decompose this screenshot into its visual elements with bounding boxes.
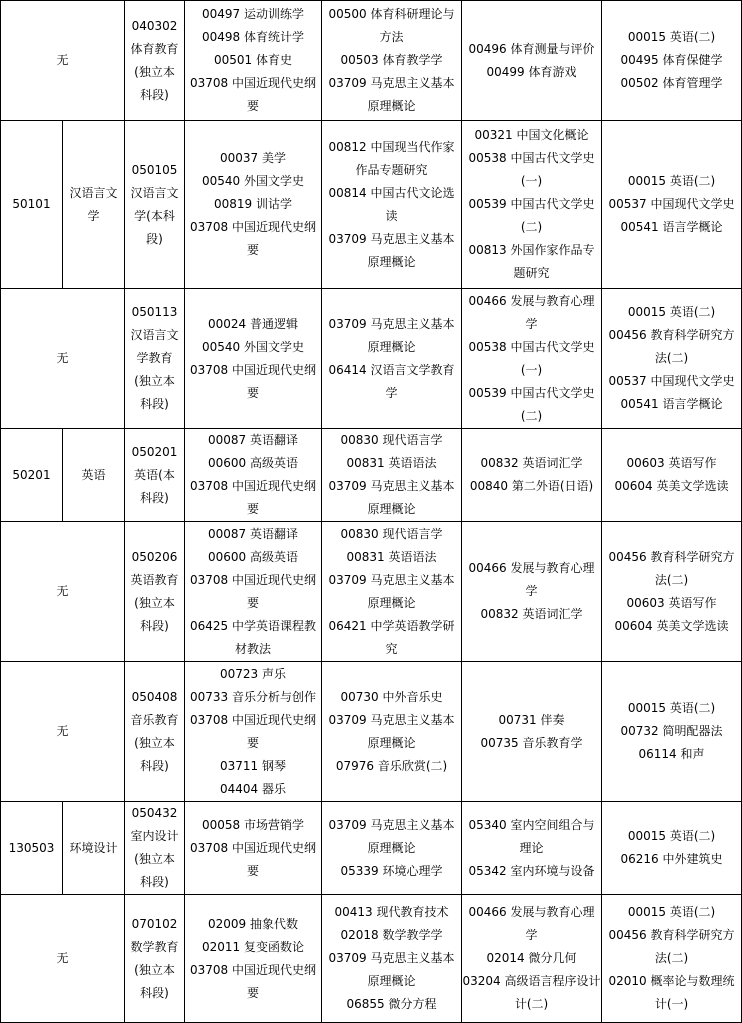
courses-col-2-line: 00831 英语语法 [346, 456, 437, 470]
major-cell-line: (独立本 [134, 735, 175, 750]
courses-col-1-line: 要 [247, 243, 260, 257]
major-cell-line: 050105 [131, 162, 178, 177]
courses-col-3-line: 学 [525, 584, 538, 598]
major-cell-line: 070102 [131, 916, 178, 931]
courses-col-2 [322, 522, 462, 662]
major-cell-line: 科段) [140, 618, 169, 633]
courses-col-1 [185, 895, 322, 1023]
original-major-none: 无 [1, 522, 125, 662]
courses-col-4-line: 00604 英美文学选读 [614, 479, 729, 493]
courses-col-2-line: 究 [385, 641, 398, 656]
table-row [1, 121, 742, 289]
courses-col-2 [322, 429, 462, 522]
major-cell [125, 429, 185, 522]
courses-col-2-line: 03709 马克思主义基本 [328, 479, 455, 493]
major-cell-line: 汉语言文 [130, 185, 179, 200]
courses-col-1-line: 04404 器乐 [220, 781, 287, 796]
courses-col-4-line: 00015 英语(二) [627, 905, 716, 919]
courses-col-3-line: 00466 发展与教育心理 [468, 905, 595, 919]
major-cell [125, 289, 185, 429]
courses-col-2-line: 06414 汉语言文学教育 [328, 362, 455, 377]
courses-col-3-line: 00538 中国古代文学史 [468, 151, 595, 165]
major-cell-line: 体育教育 [130, 41, 179, 56]
courses-col-4-line: 02010 概率论与数理统 [608, 974, 735, 988]
courses-col-3-line: 00735 音乐教育学 [480, 735, 583, 750]
major-cell-line: 学(本科 [134, 208, 175, 223]
courses-col-2-line: 03709 马克思主义基本 [328, 951, 455, 965]
courses-col-2-line: 00814 中国古代文论选 [328, 185, 455, 200]
major-cell-line: 040302 [131, 18, 178, 33]
courses-col-1-line: 00733 音乐分析与创作 [190, 689, 317, 704]
courses-col-2-line: 00500 体育科研理论与 [328, 7, 455, 21]
major-cell-line: (独立本 [134, 374, 175, 388]
courses-col-3-line: 00832 英语词汇学 [480, 607, 583, 621]
courses-col-1-line: 材教法 [235, 641, 272, 656]
courses-col-3-line: 00321 中国文化概论 [474, 128, 589, 142]
courses-col-1-line: 要 [247, 985, 260, 1000]
courses-col-3-line: (一) [520, 362, 543, 377]
courses-col-3-line: 00832 英语词汇学 [480, 456, 583, 470]
courses-col-1-line: 02011 复变函数论 [202, 939, 305, 954]
courses-col-1-line: 00087 英语翻译 [208, 433, 299, 447]
courses-col-1-line: 00058 市场营销学 [202, 817, 305, 832]
major-cell [125, 895, 185, 1023]
courses-col-3-line: 05340 室内空间组合与 [468, 817, 595, 832]
courses-col-4-line: 法(二) [654, 572, 689, 587]
original-major-none: 无 [1, 662, 125, 802]
original-major-code: 130503 [1, 802, 63, 895]
courses-col-1-line: 03711 钢琴 [220, 758, 287, 773]
courses-col-1-line: 00819 训诂学 [214, 197, 293, 211]
original-major-name-line: 英语 [81, 467, 106, 482]
major-cell [125, 1, 185, 121]
courses-col-4 [602, 121, 742, 289]
courses-col-4-line: 法(二) [654, 951, 689, 965]
courses-col-2-line: 00812 中国现当代作家 [328, 139, 455, 154]
courses-col-4-line: 06114 和声 [638, 747, 705, 761]
table-row [1, 522, 742, 662]
courses-col-2-line: 00830 现代语言学 [340, 433, 443, 447]
courses-col-2-line: 02018 数学教学学 [340, 928, 443, 942]
courses-col-1-line: 00498 体育统计学 [202, 30, 305, 44]
courses-col-1-line: 00540 外国文学史 [202, 339, 305, 354]
major-cell-line: 050113 [131, 305, 178, 319]
courses-col-3-line: 计(二) [514, 997, 549, 1011]
original-major-none: 无 [1, 1, 125, 121]
courses-col-1 [185, 522, 322, 662]
courses-col-1-line: 00723 声乐 [220, 666, 287, 681]
courses-col-3-line: 00466 发展与教育心理 [468, 293, 595, 308]
courses-col-2 [322, 1, 462, 121]
courses-col-4-line: 法(二) [654, 351, 689, 365]
major-cell [125, 522, 185, 662]
courses-col-1 [185, 289, 322, 429]
courses-col-4 [602, 429, 742, 522]
table-row [1, 289, 742, 429]
courses-col-3-line: (二) [520, 220, 543, 234]
courses-col-1-line: 03708 中国近现代史纲 [190, 76, 317, 90]
courses-col-2-line: 原理概论 [367, 595, 416, 610]
original-major-none: 无 [1, 895, 125, 1023]
courses-col-3 [462, 802, 602, 895]
courses-col-3-line: 题研究 [513, 266, 550, 280]
courses-col-2 [322, 289, 462, 429]
major-cell-line: 室内设计 [130, 829, 179, 843]
courses-col-2 [322, 895, 462, 1023]
table-row [1, 895, 742, 1023]
original-major-name-line: 学 [87, 208, 100, 223]
original-major-name [63, 802, 125, 895]
courses-col-2-line: 03709 马克思主义基本 [328, 76, 455, 90]
major-cell-line: 科段) [140, 875, 169, 889]
courses-col-2-line: 作品专题研究 [355, 162, 428, 177]
courses-col-1-line: 03708 中国近现代史纲 [190, 220, 317, 234]
courses-col-1-line: 00540 外国文学史 [202, 174, 305, 188]
courses-col-4-line: 00015 英语(二) [627, 701, 716, 715]
courses-col-2-line: 00413 现代教育技术 [334, 905, 449, 919]
courses-col-3 [462, 662, 602, 802]
courses-col-4 [602, 662, 742, 802]
courses-col-4-line: 00604 英美文学选读 [614, 618, 729, 633]
major-cell-line: 科段) [140, 758, 169, 773]
courses-col-2-line: 07976 音乐欣赏(二) [335, 758, 448, 773]
major-cell-line: (独立本 [134, 595, 175, 610]
courses-col-2-line: 03709 马克思主义基本 [328, 712, 455, 727]
major-cell-line: (独立本 [134, 852, 175, 866]
courses-col-3 [462, 429, 602, 522]
courses-col-2-line: 原理概论 [367, 974, 416, 988]
courses-col-1-line: 00497 运动训练学 [202, 7, 305, 21]
courses-col-3-line: 00496 体育测量与评价 [468, 41, 595, 56]
table-row [1, 802, 742, 895]
courses-col-1-line: 要 [247, 863, 260, 878]
courses-col-4-line: 00502 体育管理学 [620, 76, 723, 90]
courses-col-4 [602, 522, 742, 662]
courses-col-4-line: 00732 简明配器法 [620, 724, 723, 738]
courses-col-4 [602, 895, 742, 1023]
courses-col-2-line: 00831 英语语法 [346, 549, 437, 564]
courses-col-3-line: 学 [525, 928, 538, 942]
courses-col-3-line: 02014 微分几何 [486, 951, 577, 965]
courses-col-3-line: 05342 室内环境与设备 [468, 863, 595, 878]
courses-col-4-line: 00541 语言学概论 [620, 397, 723, 411]
major-cell-line: 科段) [140, 397, 169, 411]
major-cell-line: (独立本 [134, 962, 175, 977]
major-cell-line: 汉语言文 [130, 328, 179, 342]
courses-col-1-line: 03708 中国近现代史纲 [190, 572, 317, 587]
major-cell-line: 050206 [131, 549, 178, 564]
courses-col-2-line: 原理概论 [367, 735, 416, 750]
major-cell-line: 数学教育 [130, 939, 179, 954]
courses-col-1-line: 03708 中国近现代史纲 [190, 962, 317, 977]
courses-col-2-line: 03709 马克思主义基本 [328, 316, 455, 331]
courses-col-3-line: (一) [520, 174, 543, 188]
courses-col-4-line: 00456 教育科学研究方 [608, 328, 735, 342]
courses-col-1-line: 要 [247, 735, 260, 750]
courses-col-4-line: 00603 英语写作 [626, 595, 717, 610]
courses-col-4-line: 00456 教育科学研究方 [608, 928, 735, 942]
courses-col-3-line: 00539 中国古代文学史 [468, 385, 595, 400]
courses-col-1-line: 02009 抽象代数 [208, 916, 299, 931]
courses-col-2 [322, 802, 462, 895]
courses-col-1-line: 00037 美学 [220, 151, 287, 165]
original-major-code: 50101 [1, 121, 63, 289]
courses-col-3-line: 理论 [519, 840, 544, 855]
courses-col-3-line: 00731 伴奏 [498, 712, 565, 727]
courses-col-3-line: 00538 中国古代文学史 [468, 339, 595, 354]
courses-col-3 [462, 289, 602, 429]
courses-col-1-line: 06425 中学英语课程教 [190, 618, 317, 633]
courses-col-2 [322, 121, 462, 289]
courses-col-2-line: 05339 环境心理学 [340, 863, 443, 878]
courses-col-3-line: 00466 发展与教育心理 [468, 561, 595, 575]
courses-col-2-line: 原理概论 [367, 502, 416, 516]
major-cell-line: 学教育 [136, 351, 173, 365]
courses-col-1-line: 03708 中国近现代史纲 [190, 712, 317, 727]
courses-col-2-line: 06855 微分方程 [346, 997, 437, 1011]
courses-col-3 [462, 522, 602, 662]
courses-col-1-line: 00087 英语翻译 [208, 526, 299, 541]
courses-col-4-line: 00495 体育保健学 [620, 53, 723, 67]
table-row [1, 662, 742, 802]
major-cell-line: 科段) [140, 985, 169, 1000]
major-cell-line: 050201 [131, 444, 178, 459]
original-major-name-line: 汉语言文 [69, 185, 118, 200]
courses-col-3-line: 学 [525, 316, 538, 331]
courses-col-2-line: 方法 [379, 30, 404, 44]
courses-col-2-line: 读 [385, 208, 398, 223]
courses-col-1-line: 03708 中国近现代史纲 [190, 479, 317, 493]
courses-col-3 [462, 121, 602, 289]
courses-col-4 [602, 802, 742, 895]
courses-col-1-line: 00024 普通逻辑 [208, 316, 299, 331]
courses-col-4-line: 00015 英语(二) [627, 829, 716, 843]
courses-col-4-line: 计(一) [654, 997, 689, 1011]
courses-col-4-line: 00541 语言学概论 [620, 220, 723, 234]
courses-col-4-line: 00015 英语(二) [627, 305, 716, 319]
original-major-none: 无 [1, 289, 125, 429]
major-cell-line: 英语(本 [134, 467, 175, 482]
courses-col-2-line: 原理概论 [367, 339, 416, 354]
courses-col-2-line: 03709 马克思主义基本 [328, 231, 455, 246]
courses-col-2-line: 06421 中学英语教学研 [328, 618, 455, 633]
courses-col-1-line: 03708 中国近现代史纲 [190, 362, 317, 377]
courses-col-2-line: 学 [385, 385, 398, 400]
major-cell [125, 802, 185, 895]
courses-col-1-line: 要 [247, 502, 260, 516]
major-cell-line: 英语教育 [130, 572, 179, 587]
courses-col-1-line: 00600 高级英语 [208, 456, 299, 470]
major-cell-line: 科段) [140, 490, 169, 505]
original-major-name [63, 429, 125, 522]
major-cell-line: (独立本 [134, 64, 175, 79]
courses-col-4-line: 00537 中国现代文学史 [608, 197, 735, 211]
courses-col-3-line: 00813 外国作家作品专 [468, 243, 595, 257]
major-cell-line: 050408 [131, 689, 178, 704]
courses-col-1 [185, 662, 322, 802]
major-cell [125, 662, 185, 802]
major-cell-line: 段) [146, 231, 163, 246]
courses-col-2-line: 03709 马克思主义基本 [328, 817, 455, 832]
original-major-code: 50201 [1, 429, 63, 522]
table-row [1, 429, 742, 522]
courses-col-3-line: 00499 体育游戏 [486, 64, 577, 79]
major-cell-line: 050432 [131, 806, 178, 820]
courses-col-4-line: 00603 英语写作 [626, 456, 717, 470]
courses-col-3-line: (二) [520, 408, 543, 423]
courses-col-2-line: 原理概论 [367, 254, 416, 269]
major-cell [125, 121, 185, 289]
courses-col-2-line: 00503 体育教学学 [340, 53, 443, 67]
courses-col-1-line: 00501 体育史 [214, 53, 293, 67]
courses-col-4-line: 00537 中国现代文学史 [608, 374, 735, 388]
courses-col-4 [602, 1, 742, 121]
courses-col-1 [185, 429, 322, 522]
original-major-name-line: 环境设计 [69, 840, 118, 855]
courses-col-1-line: 要 [247, 385, 260, 400]
courses-col-3 [462, 895, 602, 1023]
courses-col-3-line: 00840 第二外语(日语) [469, 479, 594, 493]
courses-col-2-line: 00730 中外音乐史 [340, 689, 443, 704]
courses-col-4 [602, 289, 742, 429]
major-cell-line: 音乐教育 [130, 712, 179, 727]
courses-col-4-line: 00015 英语(二) [627, 30, 716, 44]
courses-col-2-line: 00830 现代语言学 [340, 526, 443, 541]
courses-col-1-line: 要 [247, 99, 260, 113]
courses-col-1 [185, 802, 322, 895]
courses-col-3-line: 03204 高级语言程序设计 [462, 974, 601, 988]
courses-col-1-line: 00600 高级英语 [208, 549, 299, 564]
courses-col-3-line: 00539 中国古代文学史 [468, 197, 595, 211]
courses-col-1 [185, 1, 322, 121]
courses-col-4-line: 06216 中外建筑史 [620, 852, 723, 866]
original-major-name [63, 121, 125, 289]
courses-col-4-line: 00015 英语(二) [627, 174, 716, 188]
courses-col-1-line: 要 [247, 595, 260, 610]
major-cell-line: 科段) [140, 87, 169, 102]
courses-col-1 [185, 121, 322, 289]
courses-col-2-line: 03709 马克思主义基本 [328, 572, 455, 587]
courses-col-1-line: 03708 中国近现代史纲 [190, 840, 317, 855]
courses-col-2 [322, 662, 462, 802]
courses-col-3 [462, 1, 602, 121]
courses-col-2-line: 原理概论 [367, 99, 416, 113]
courses-col-4-line: 00456 教育科学研究方 [608, 549, 735, 564]
courses-col-2-line: 原理概论 [367, 840, 416, 855]
table-row [1, 1, 742, 121]
